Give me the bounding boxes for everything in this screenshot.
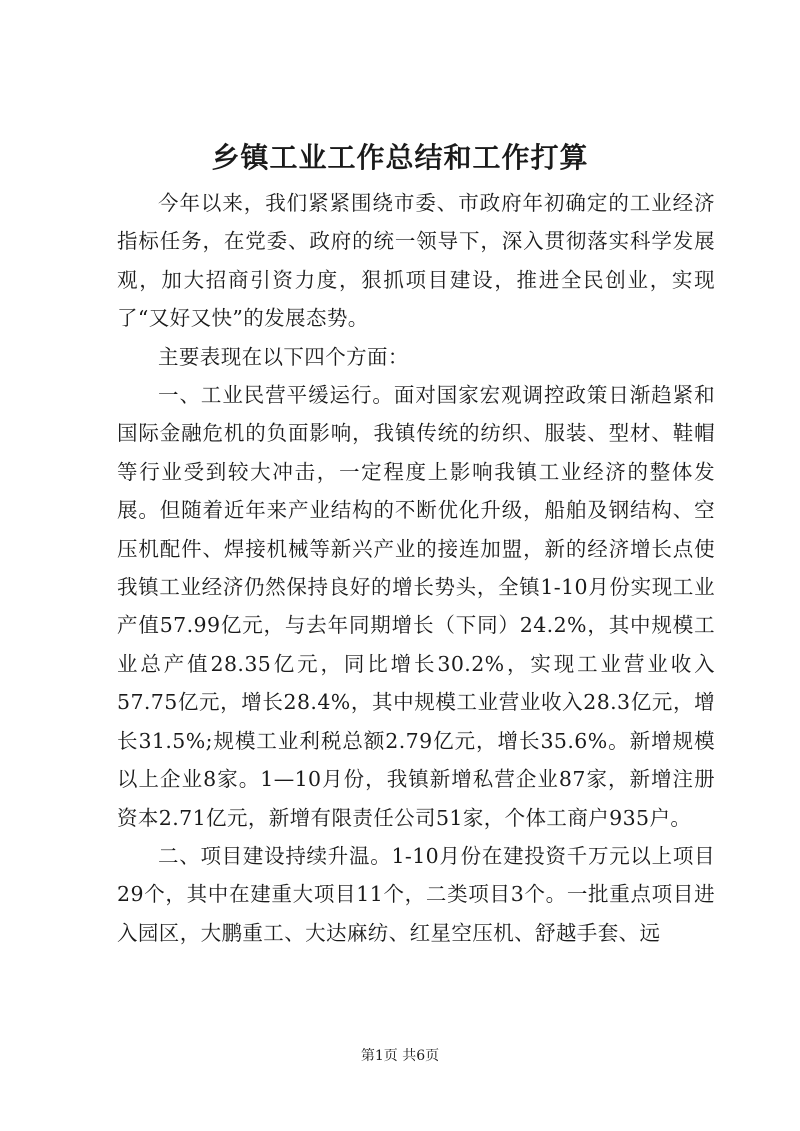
page-number: 第1页 共6页 <box>360 1048 440 1064</box>
paragraph-section-one: 一、工业民营平缓运行。面对国家宏观调控政策日渐趋紧和国际金融危机的负面影响，我镇传统的纺织、服装、型材、鞋帽等行业受到较大冲击，一定程度上影响我镇工业经济的整体发展。但随着近年来产业结构的不断优化升级，船舶及钢结构、空压机配件、焊接机械等新兴产业的接连加盟，新的经济增长点使我镇工业经济仍然保持良好的增长势头，全镇1-10月份实现工业产值57.99亿元，与去年同期增长（下同）24.2%，其中规模工业总产值28.35亿元，同比增长30.2%，实现工业营业收入57.75亿元，增长28.4%，其中规模工业营业收入28.3亿元，增长31.5%;规模工业利税总额2.79亿元，增长35.6%。新增规模以上企业8家。1—10月份，我镇新增私营企业87家，新增注册资本2.71亿元，新增有限责任公司51家，个体工商户935户。 <box>117 383 715 830</box>
document-body <box>117 184 715 952</box>
paragraph-intro: 今年以来，我们紧紧围绕市委、市政府年初确定的工业经济指标任务，在党委、政府的统一领导下，深入贯彻落实科学发展观，加大招商引资力度，狠抓项目建设，推进全民创业，实现了“又好又快”的发展态势。 <box>117 191 715 331</box>
paragraph-section-two: 二、项目建设持续升温。1-10月份在建投资千万元以上项目29个，其中在建重大项目11个，二类项目3个。一批重点项目进入园区，大鹏重工、大达麻纺、红星空压机、舒越手套、远 <box>117 843 715 945</box>
paragraph-summary-lead: 主要表现在以下四个方面： <box>158 344 409 369</box>
document-title: 乡镇工业工作总结和工作打算 <box>211 141 589 174</box>
